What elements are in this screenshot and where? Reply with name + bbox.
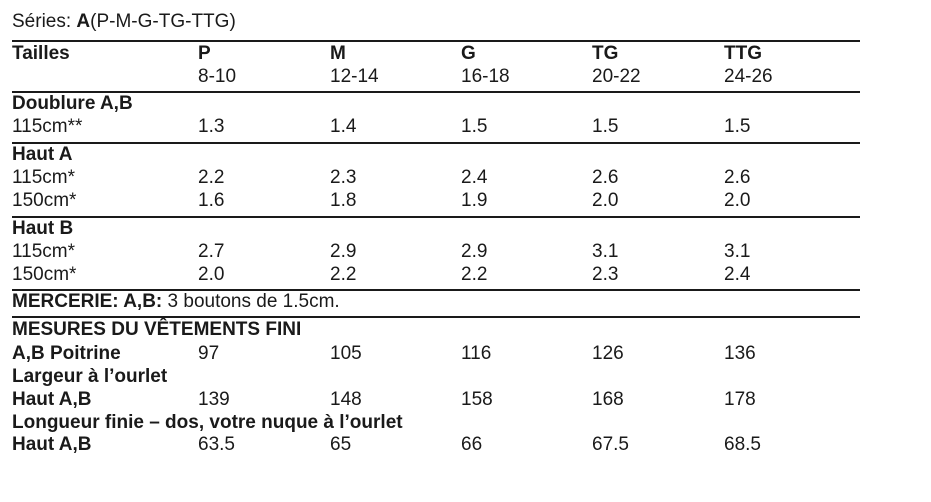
row-label: 115cm** — [12, 116, 83, 137]
series-sizes: (P-M-G-TG-TTG) — [90, 11, 236, 32]
table-cell: 2.9 — [330, 241, 357, 262]
table-cell: 1.6 — [198, 190, 225, 211]
table-cell: 68.5 — [724, 434, 761, 455]
measurements-title: MESURES DU VÊTEMENTS FINI — [12, 319, 302, 340]
section-title: Doublure A,B — [12, 93, 133, 114]
row-label: Haut A,B — [12, 434, 92, 455]
series-code: A — [76, 11, 91, 32]
table-cell: 65 — [330, 434, 352, 455]
table-cell: 1.3 — [198, 116, 225, 137]
table-cell: 2.4 — [461, 167, 488, 188]
row-label: 115cm* — [12, 241, 76, 262]
table-cell: 2.3 — [330, 167, 357, 188]
table-cell: 63.5 — [198, 434, 235, 455]
table-cell: 139 — [198, 389, 230, 410]
size-name: G — [461, 43, 476, 64]
table-cell: 2.2 — [461, 264, 488, 285]
table-cell: 2.2 — [330, 264, 357, 285]
table-cell: 126 — [592, 343, 624, 364]
table-cell: 3.1 — [592, 241, 619, 262]
table-cell: 2.7 — [198, 241, 225, 262]
table-cell: 105 — [330, 343, 362, 364]
table-cell: 2.6 — [724, 167, 751, 188]
table-cell: 1.5 — [724, 116, 751, 137]
size-name: P — [198, 43, 211, 64]
subsection-title: Largeur à l’ourlet — [12, 366, 168, 387]
table-cell: 2.0 — [592, 190, 619, 211]
table-cell: 1.5 — [592, 116, 619, 137]
table-cell: 3.1 — [724, 241, 751, 262]
size-name: M — [330, 43, 346, 64]
table-cell: 2.6 — [592, 167, 619, 188]
series-line — [12, 11, 236, 33]
top-rule — [12, 40, 860, 42]
section-title: Haut A — [12, 144, 73, 165]
table-cell: 158 — [461, 389, 493, 410]
table-cell: 2.9 — [461, 241, 488, 262]
table-cell: 1.5 — [461, 116, 488, 137]
size-range: 8-10 — [198, 66, 237, 87]
table-cell: 97 — [198, 343, 220, 364]
row-label: A,B Poitrine — [12, 343, 121, 364]
size-name: TG — [592, 43, 619, 64]
size-range: 12-14 — [330, 66, 379, 87]
table-cell: 1.9 — [461, 190, 488, 211]
table-cell: 2.3 — [592, 264, 619, 285]
notions-label: MERCERIE: A,B: — [12, 291, 163, 312]
notions-text: 3 boutons de 1.5cm. — [162, 291, 340, 312]
table-cell: 2.2 — [198, 167, 225, 188]
sizes-header-label: Tailles — [12, 43, 70, 64]
table-cell: 2.0 — [198, 264, 225, 285]
table-cell: 178 — [724, 389, 756, 410]
size-range: 20-22 — [592, 66, 641, 87]
row-label: 150cm* — [12, 190, 77, 211]
series-label: Séries: — [12, 11, 77, 32]
subsection-title: Longueur finie – dos, votre nuque à l’ourlet — [12, 412, 403, 433]
notions-line — [12, 291, 340, 313]
table-cell: 2.4 — [724, 264, 751, 285]
table-cell: 168 — [592, 389, 624, 410]
size-range: 16-18 — [461, 66, 510, 87]
table-cell: 1.8 — [330, 190, 357, 211]
row-label: Haut A,B — [12, 389, 92, 410]
size-name: TTG — [724, 43, 762, 64]
size-range: 24-26 — [724, 66, 773, 87]
header-rule — [12, 91, 860, 93]
section-rule — [12, 142, 860, 144]
notions-rule — [12, 316, 860, 318]
table-cell: 116 — [461, 343, 492, 364]
table-cell: 1.4 — [330, 116, 357, 137]
table-cell: 136 — [724, 343, 756, 364]
table-cell: 66 — [461, 434, 483, 455]
table-cell: 148 — [330, 389, 362, 410]
section-title: Haut B — [12, 218, 74, 239]
row-label: 115cm* — [12, 167, 76, 188]
row-label: 150cm* — [12, 264, 77, 285]
table-cell: 67.5 — [592, 434, 629, 455]
section-rule — [12, 216, 860, 218]
table-cell: 2.0 — [724, 190, 751, 211]
